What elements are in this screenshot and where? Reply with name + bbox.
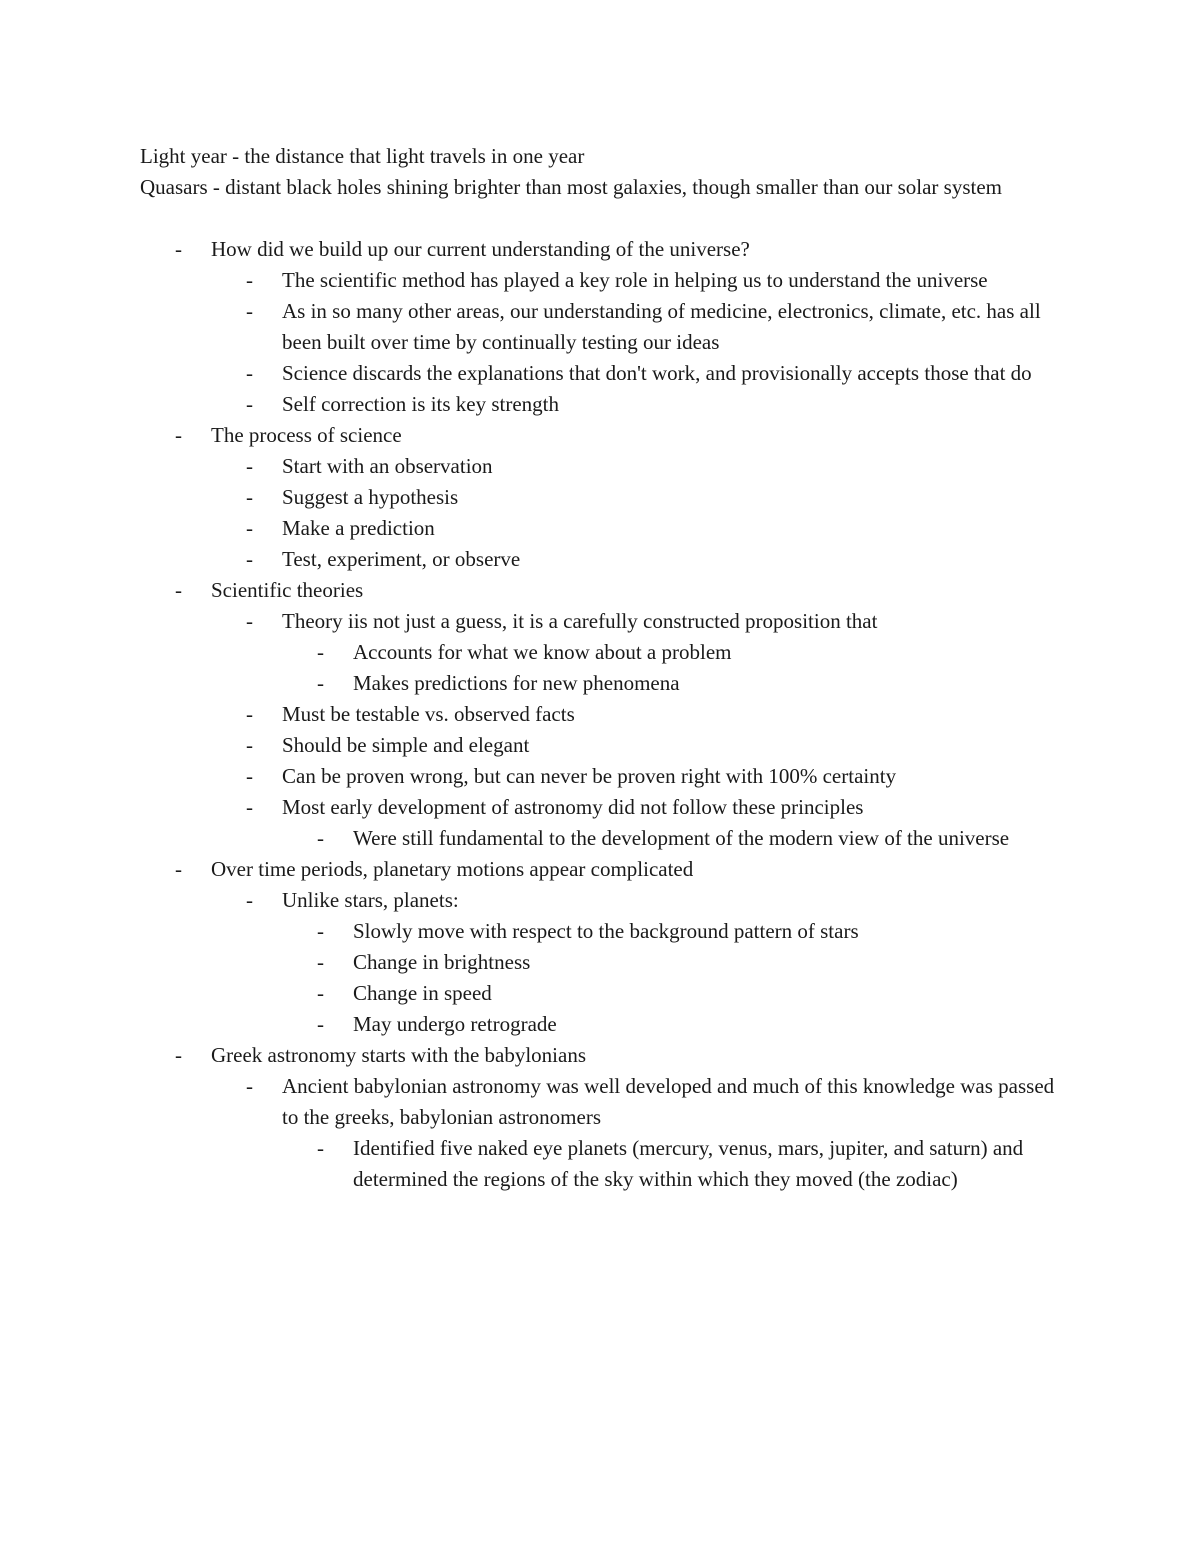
bullet-dash: - xyxy=(246,454,253,478)
outline-item-text: Make a prediction xyxy=(282,516,435,540)
blank-line xyxy=(140,203,1060,234)
intro-quasars: Quasars - distant black holes shining brighter than most galaxies, though smaller than our solar system xyxy=(140,175,1003,199)
outline-item-text: Self correction is its key strength xyxy=(282,392,560,416)
outline-item-level-1 xyxy=(175,575,1060,854)
bullet-dash: - xyxy=(317,826,324,850)
outline-item-text: Makes predictions for new phenomena xyxy=(353,671,680,695)
outline-sublist xyxy=(211,451,1060,575)
outline-item-text: May undergo retrograde xyxy=(353,1012,557,1036)
bullet-dash: - xyxy=(246,516,253,540)
bullet-dash: - xyxy=(246,299,253,323)
bullet-dash: - xyxy=(317,671,324,695)
bullet-dash: - xyxy=(175,423,182,447)
outline-item-level-3 xyxy=(317,978,1060,1009)
outline-item-level-3 xyxy=(317,668,1060,699)
outline-item-level-1 xyxy=(175,234,1060,420)
outline-item-level-3 xyxy=(317,637,1060,668)
outline-item-text: Identified five naked eye planets (mercury, venus, mars, jupiter, and saturn) and determined the regions of the sky within which they moved (the zodiac) xyxy=(353,1136,1024,1191)
outline-sublist xyxy=(282,637,1060,699)
bullet-dash: - xyxy=(246,733,253,757)
outline-sublist xyxy=(211,265,1060,420)
bullet-dash: - xyxy=(175,237,182,261)
notes-outline xyxy=(140,234,1060,1195)
bullet-dash: - xyxy=(246,888,253,912)
outline-item-level-2 xyxy=(246,513,1060,544)
outline-item-level-2 xyxy=(246,544,1060,575)
bullet-dash: - xyxy=(317,950,324,974)
bullet-dash: - xyxy=(246,764,253,788)
outline-item-text: Start with an observation xyxy=(282,454,493,478)
outline-sublist xyxy=(211,606,1060,854)
outline-item-level-2 xyxy=(246,606,1060,699)
outline-item-text: Test, experiment, or observe xyxy=(282,547,521,571)
bullet-dash: - xyxy=(317,981,324,1005)
bullet-dash: - xyxy=(175,578,182,602)
outline-item-text: The scientific method has played a key role in helping us to understand the universe xyxy=(282,268,988,292)
outline-item-level-3 xyxy=(317,1009,1060,1040)
bullet-dash: - xyxy=(317,1136,324,1160)
outline-item-level-2 xyxy=(246,389,1060,420)
outline-item-text: Theory iis not just a guess, it is a carefully constructed proposition that xyxy=(282,609,878,633)
outline-item-level-3 xyxy=(317,1133,1060,1195)
outline-item-text: Should be simple and elegant xyxy=(282,733,530,757)
outline-sublist xyxy=(211,885,1060,1040)
bullet-dash: - xyxy=(246,361,253,385)
bullet-dash: - xyxy=(246,702,253,726)
outline-item-level-2 xyxy=(246,296,1060,358)
outline-item-text: Science discards the explanations that don't work, and provisionally accepts those that do xyxy=(282,361,1032,385)
bullet-dash: - xyxy=(246,268,253,292)
outline-sublist xyxy=(282,823,1060,854)
outline-item-text: Slowly move with respect to the background pattern of stars xyxy=(353,919,859,943)
outline-item-text: Change in speed xyxy=(353,981,492,1005)
outline-item-level-2 xyxy=(246,761,1060,792)
outline-item-text: Over time periods, planetary motions appear complicated xyxy=(211,857,694,881)
outline-item-text: Were still fundamental to the development of the modern view of the universe xyxy=(353,826,1010,850)
outline-item-level-3 xyxy=(317,947,1060,978)
outline-item-level-2 xyxy=(246,730,1060,761)
outline-item-level-3 xyxy=(317,916,1060,947)
intro-light-year: Light year - the distance that light travels in one year xyxy=(140,144,585,168)
outline-item-level-1 xyxy=(175,1040,1060,1195)
outline-item-level-2 xyxy=(246,482,1060,513)
bullet-dash: - xyxy=(246,485,253,509)
outline-item-level-2 xyxy=(246,699,1060,730)
outline-item-text: Ancient babylonian astronomy was well developed and much of this knowledge was passed to the greeks, babylonian astronomers xyxy=(282,1074,1055,1129)
bullet-dash: - xyxy=(317,919,324,943)
bullet-dash: - xyxy=(246,547,253,571)
document-body xyxy=(140,141,1060,1195)
outline-item-text: Suggest a hypothesis xyxy=(282,485,459,509)
outline-item-text: Unlike stars, planets: xyxy=(282,888,459,912)
bullet-dash: - xyxy=(175,857,182,881)
outline-item-text: How did we build up our current understanding of the universe? xyxy=(211,237,750,261)
outline-item-level-2 xyxy=(246,1071,1060,1195)
outline-item-text: Change in brightness xyxy=(353,950,531,974)
outline-item-level-3 xyxy=(317,823,1060,854)
outline-item-level-2 xyxy=(246,451,1060,482)
outline-item-level-1 xyxy=(175,420,1060,575)
bullet-dash: - xyxy=(246,609,253,633)
outline-item-text: Greek astronomy starts with the babylonians xyxy=(211,1043,587,1067)
outline-item-level-2 xyxy=(246,792,1060,854)
outline-sublist xyxy=(282,1133,1060,1195)
bullet-dash: - xyxy=(246,1074,253,1098)
bullet-dash: - xyxy=(175,1043,182,1067)
bullet-dash: - xyxy=(317,640,324,664)
outline-item-level-1 xyxy=(175,854,1060,1040)
outline-item-text: Accounts for what we know about a problem xyxy=(353,640,732,664)
outline-item-text: Must be testable vs. observed facts xyxy=(282,702,575,726)
outline-sublist xyxy=(282,916,1060,1040)
outline-item-level-2 xyxy=(246,358,1060,389)
outline-item-level-2 xyxy=(246,265,1060,296)
bullet-dash: - xyxy=(317,1012,324,1036)
outline-item-text: Can be proven wrong, but can never be proven right with 100% certainty xyxy=(282,764,897,788)
outline-item-text: As in so many other areas, our understanding of medicine, electronics, climate, etc. has all been built over time by continually testing our ideas xyxy=(282,299,1041,354)
outline-item-text: Scientific theories xyxy=(211,578,364,602)
bullet-dash: - xyxy=(246,795,253,819)
bullet-dash: - xyxy=(246,392,253,416)
outline-item-level-2 xyxy=(246,885,1060,1040)
outline-sublist xyxy=(211,1071,1060,1195)
outline-item-text: The process of science xyxy=(211,423,402,447)
outline-item-text: Most early development of astronomy did not follow these principles xyxy=(282,795,864,819)
